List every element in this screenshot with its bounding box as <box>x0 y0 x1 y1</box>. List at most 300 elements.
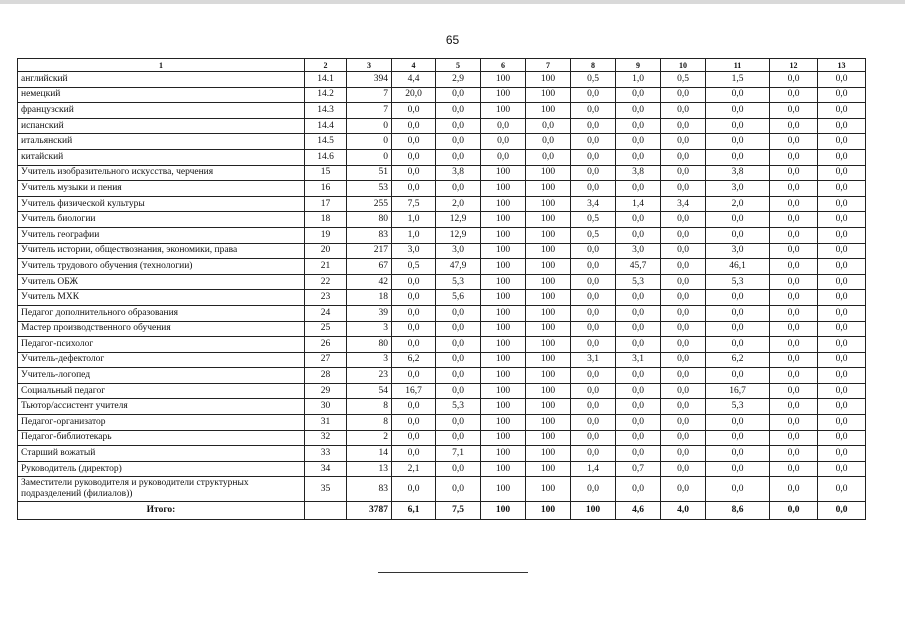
value-cell: 0,5 <box>661 72 706 88</box>
table-row <box>18 149 866 165</box>
value-cell: 100 <box>481 446 526 462</box>
value-cell: 0,0 <box>770 383 818 399</box>
row-label: Тьютор/ассистент учителя <box>18 399 305 415</box>
row-code: 28 <box>305 368 347 384</box>
value-cell: 0,0 <box>770 430 818 446</box>
value-cell: 100 <box>481 352 526 368</box>
row-label: Учитель-дефектолог <box>18 352 305 368</box>
value-cell: 100 <box>481 430 526 446</box>
value-cell: 0,0 <box>770 352 818 368</box>
value-cell: 0,0 <box>571 383 616 399</box>
table-row <box>18 461 866 477</box>
value-cell: 0,0 <box>818 290 866 306</box>
value-cell: 0,0 <box>661 87 706 103</box>
value-cell: 0,0 <box>436 181 481 197</box>
value-cell: 3,8 <box>706 165 770 181</box>
value-cell: 0,0 <box>706 430 770 446</box>
value-cell: 0,0 <box>436 477 481 502</box>
row-count: 51 <box>347 165 392 181</box>
value-cell: 0,7 <box>616 461 661 477</box>
column-header-10: 10 <box>661 59 706 72</box>
value-cell: 20,0 <box>392 87 436 103</box>
table-row <box>18 352 866 368</box>
value-cell: 0,0 <box>706 87 770 103</box>
column-header-1: 1 <box>18 59 305 72</box>
value-cell: 0,0 <box>571 87 616 103</box>
column-header-7: 7 <box>526 59 571 72</box>
value-cell: 3,1 <box>616 352 661 368</box>
table-row <box>18 399 866 415</box>
value-cell: 100 <box>481 305 526 321</box>
value-cell: 0,0 <box>571 415 616 431</box>
value-cell: 100 <box>526 415 571 431</box>
value-cell: 0,0 <box>818 477 866 502</box>
row-count: 13 <box>347 461 392 477</box>
row-code: 14.6 <box>305 149 347 165</box>
row-count: 8 <box>347 415 392 431</box>
value-cell: 0,0 <box>392 118 436 134</box>
value-cell: 5,3 <box>706 274 770 290</box>
row-count: 255 <box>347 196 392 212</box>
row-code: 14.1 <box>305 72 347 88</box>
page-number: 65 <box>445 33 460 47</box>
value-cell: 46,1 <box>706 259 770 275</box>
value-cell: 100 <box>481 103 526 119</box>
value-cell: 0,0 <box>616 399 661 415</box>
table-row <box>18 212 866 228</box>
column-header-2: 2 <box>305 59 347 72</box>
value-cell: 0,0 <box>706 134 770 150</box>
row-count: 83 <box>347 227 392 243</box>
value-cell: 0,0 <box>661 337 706 353</box>
value-cell: 0,0 <box>392 149 436 165</box>
value-cell: 100 <box>481 477 526 502</box>
value-cell: 12,9 <box>436 227 481 243</box>
value-cell: 0,0 <box>661 149 706 165</box>
value-cell: 0,0 <box>770 243 818 259</box>
row-code: 23 <box>305 290 347 306</box>
value-cell: 100 <box>481 415 526 431</box>
column-header-5: 5 <box>436 59 481 72</box>
value-cell: 0,0 <box>436 305 481 321</box>
value-cell: 0,0 <box>661 368 706 384</box>
value-cell: 5,6 <box>436 290 481 306</box>
value-cell: 0,0 <box>392 290 436 306</box>
value-cell: 0,0 <box>770 259 818 275</box>
value-cell: 0,0 <box>616 149 661 165</box>
table-row <box>18 259 866 275</box>
row-code: 24 <box>305 305 347 321</box>
value-cell: 100 <box>526 321 571 337</box>
value-cell: 0,0 <box>392 399 436 415</box>
value-cell: 3,8 <box>436 165 481 181</box>
value-cell: 3,4 <box>571 196 616 212</box>
row-label: Заместители руководителя и руководители структурных подразделений (филиалов)) <box>18 477 305 502</box>
value-cell: 0,0 <box>818 243 866 259</box>
value-cell: 0,0 <box>392 274 436 290</box>
value-cell: 0,0 <box>770 87 818 103</box>
value-cell: 0,0 <box>392 477 436 502</box>
row-count: 3 <box>347 352 392 368</box>
row-code: 14.3 <box>305 103 347 119</box>
row-code: 29 <box>305 383 347 399</box>
table-row <box>18 118 866 134</box>
value-cell: 100 <box>481 196 526 212</box>
row-code: 32 <box>305 430 347 446</box>
value-cell: 1,4 <box>571 461 616 477</box>
value-cell: 0,0 <box>770 181 818 197</box>
value-cell: 0,0 <box>661 274 706 290</box>
row-code: 15 <box>305 165 347 181</box>
value-cell: 0,0 <box>770 165 818 181</box>
value-cell: 0,0 <box>571 477 616 502</box>
value-cell: 0,0 <box>706 477 770 502</box>
table-row <box>18 321 866 337</box>
value-cell: 0,0 <box>770 502 818 520</box>
value-cell: 0,0 <box>616 118 661 134</box>
value-cell: 3,0 <box>616 243 661 259</box>
value-cell: 100 <box>526 212 571 228</box>
value-cell: 4,4 <box>392 72 436 88</box>
row-count: 83 <box>347 477 392 502</box>
value-cell: 0,0 <box>818 321 866 337</box>
value-cell: 4,0 <box>661 502 706 520</box>
value-cell: 0,0 <box>616 227 661 243</box>
row-code: 33 <box>305 446 347 462</box>
row-code <box>305 502 347 520</box>
row-code: 16 <box>305 181 347 197</box>
value-cell: 0,0 <box>436 149 481 165</box>
row-label: Итого: <box>18 502 305 520</box>
value-cell: 1,0 <box>392 212 436 228</box>
row-label: Учитель истории, обществознания, экономики, права <box>18 243 305 259</box>
value-cell: 0,0 <box>770 134 818 150</box>
value-cell: 0,0 <box>706 321 770 337</box>
value-cell: 0,0 <box>571 259 616 275</box>
value-cell: 0,5 <box>571 72 616 88</box>
value-cell: 0,0 <box>661 461 706 477</box>
value-cell: 0,0 <box>661 118 706 134</box>
table-row <box>18 165 866 181</box>
value-cell: 0,0 <box>818 352 866 368</box>
value-cell: 0,0 <box>770 399 818 415</box>
value-cell: 0,0 <box>818 305 866 321</box>
row-label: Учитель трудового обучения (технологии) <box>18 259 305 275</box>
value-cell: 0,0 <box>571 368 616 384</box>
value-cell: 3,1 <box>571 352 616 368</box>
value-cell: 100 <box>481 461 526 477</box>
table-body <box>18 72 866 520</box>
value-cell: 2,0 <box>706 196 770 212</box>
table-row <box>18 103 866 119</box>
row-count: 3 <box>347 321 392 337</box>
value-cell: 0,0 <box>818 383 866 399</box>
row-label: Мастер производственного обучения <box>18 321 305 337</box>
value-cell: 0,0 <box>818 227 866 243</box>
value-cell: 0,0 <box>436 87 481 103</box>
value-cell: 100 <box>481 227 526 243</box>
value-cell: 1,0 <box>616 72 661 88</box>
value-cell: 0,0 <box>661 352 706 368</box>
value-cell: 0,0 <box>392 337 436 353</box>
value-cell: 2,9 <box>436 72 481 88</box>
value-cell: 0,0 <box>770 274 818 290</box>
table-row <box>18 274 866 290</box>
value-cell: 100 <box>481 165 526 181</box>
row-label: Педагог-библиотекарь <box>18 430 305 446</box>
value-cell: 0,0 <box>770 227 818 243</box>
value-cell: 5,3 <box>706 399 770 415</box>
value-cell: 0,0 <box>616 430 661 446</box>
row-label: Учитель МХК <box>18 290 305 306</box>
value-cell: 0,0 <box>770 72 818 88</box>
row-label: итальянский <box>18 134 305 150</box>
value-cell: 0,0 <box>770 118 818 134</box>
table-row <box>18 305 866 321</box>
value-cell: 100 <box>481 399 526 415</box>
value-cell: 0,0 <box>526 134 571 150</box>
value-cell: 0,0 <box>818 502 866 520</box>
row-label: китайский <box>18 149 305 165</box>
value-cell: 0,0 <box>571 337 616 353</box>
value-cell: 0,0 <box>392 321 436 337</box>
value-cell: 5,3 <box>616 274 661 290</box>
row-code: 34 <box>305 461 347 477</box>
value-cell: 0,0 <box>481 118 526 134</box>
value-cell: 0,0 <box>571 446 616 462</box>
table-row <box>18 227 866 243</box>
value-cell: 0,0 <box>770 446 818 462</box>
value-cell: 0,0 <box>571 305 616 321</box>
value-cell: 0,0 <box>616 321 661 337</box>
table-row <box>18 72 866 88</box>
value-cell: 0,0 <box>770 368 818 384</box>
table-row <box>18 383 866 399</box>
value-cell: 0,0 <box>436 134 481 150</box>
value-cell: 0,0 <box>706 149 770 165</box>
row-code: 14.2 <box>305 87 347 103</box>
value-cell: 0,0 <box>571 103 616 119</box>
row-count: 7 <box>347 103 392 119</box>
value-cell: 0,0 <box>571 243 616 259</box>
value-cell: 0,0 <box>770 337 818 353</box>
table-row <box>18 446 866 462</box>
value-cell: 7,5 <box>436 502 481 520</box>
row-count: 80 <box>347 337 392 353</box>
value-cell: 3,0 <box>706 243 770 259</box>
value-cell: 0,0 <box>770 149 818 165</box>
value-cell: 100 <box>526 477 571 502</box>
value-cell: 0,0 <box>661 259 706 275</box>
value-cell: 100 <box>481 368 526 384</box>
value-cell: 0,0 <box>616 87 661 103</box>
row-count: 18 <box>347 290 392 306</box>
value-cell: 100 <box>526 305 571 321</box>
value-cell: 6,1 <box>392 502 436 520</box>
value-cell: 45,7 <box>616 259 661 275</box>
value-cell: 0,0 <box>818 399 866 415</box>
row-code: 18 <box>305 212 347 228</box>
value-cell: 0,0 <box>818 274 866 290</box>
row-count: 217 <box>347 243 392 259</box>
row-count: 39 <box>347 305 392 321</box>
value-cell: 0,0 <box>818 461 866 477</box>
table-row <box>18 243 866 259</box>
value-cell: 0,0 <box>392 415 436 431</box>
value-cell: 0,0 <box>436 321 481 337</box>
value-cell: 0,0 <box>571 118 616 134</box>
value-cell: 0,0 <box>616 337 661 353</box>
value-cell: 0,0 <box>818 165 866 181</box>
row-code: 30 <box>305 399 347 415</box>
value-cell: 0,0 <box>661 227 706 243</box>
value-cell: 0,0 <box>392 368 436 384</box>
value-cell: 0,0 <box>770 212 818 228</box>
row-label: Руководитель (директор) <box>18 461 305 477</box>
value-cell: 0,0 <box>392 134 436 150</box>
value-cell: 0,0 <box>436 461 481 477</box>
value-cell: 1,5 <box>706 72 770 88</box>
value-cell: 100 <box>526 243 571 259</box>
value-cell: 100 <box>526 290 571 306</box>
value-cell: 5,3 <box>436 274 481 290</box>
value-cell: 0,0 <box>616 477 661 502</box>
value-cell: 0,0 <box>818 337 866 353</box>
table-row <box>18 368 866 384</box>
value-cell: 0,0 <box>571 430 616 446</box>
value-cell: 0,0 <box>770 321 818 337</box>
table-row <box>18 337 866 353</box>
value-cell: 0,0 <box>571 274 616 290</box>
value-cell: 100 <box>481 337 526 353</box>
value-cell: 0,0 <box>392 103 436 119</box>
value-cell: 0,0 <box>436 415 481 431</box>
value-cell: 100 <box>481 259 526 275</box>
value-cell: 0,0 <box>706 461 770 477</box>
value-cell: 0,0 <box>818 368 866 384</box>
column-header-9: 9 <box>616 59 661 72</box>
row-count: 80 <box>347 212 392 228</box>
row-count: 14 <box>347 446 392 462</box>
row-label: английский <box>18 72 305 88</box>
row-label: Учитель ОБЖ <box>18 274 305 290</box>
row-label: Учитель биологии <box>18 212 305 228</box>
table-row <box>18 134 866 150</box>
value-cell: 1,0 <box>392 227 436 243</box>
value-cell: 100 <box>526 399 571 415</box>
value-cell: 0,0 <box>818 149 866 165</box>
value-cell: 0,0 <box>436 352 481 368</box>
value-cell: 100 <box>526 181 571 197</box>
column-header-8: 8 <box>571 59 616 72</box>
row-label: Учитель-логопед <box>18 368 305 384</box>
value-cell: 0,0 <box>392 181 436 197</box>
value-cell: 100 <box>481 321 526 337</box>
value-cell: 3,0 <box>706 181 770 197</box>
value-cell: 0,0 <box>770 461 818 477</box>
value-cell: 0,0 <box>526 118 571 134</box>
statistics-table <box>17 58 866 520</box>
value-cell: 100 <box>481 87 526 103</box>
value-cell: 0,0 <box>571 134 616 150</box>
row-count: 394 <box>347 72 392 88</box>
value-cell: 0,0 <box>392 165 436 181</box>
row-code: 19 <box>305 227 347 243</box>
column-header-13: 13 <box>818 59 866 72</box>
value-cell: 0,0 <box>661 399 706 415</box>
row-label: Учитель физической культуры <box>18 196 305 212</box>
table-row <box>18 87 866 103</box>
column-header-6: 6 <box>481 59 526 72</box>
value-cell: 100 <box>481 212 526 228</box>
value-cell: 100 <box>526 461 571 477</box>
value-cell: 100 <box>526 72 571 88</box>
value-cell: 0,0 <box>818 212 866 228</box>
footnote-rule <box>378 572 528 573</box>
value-cell: 0,0 <box>571 165 616 181</box>
value-cell: 2,0 <box>436 196 481 212</box>
value-cell: 100 <box>526 383 571 399</box>
value-cell: 100 <box>481 502 526 520</box>
row-count: 23 <box>347 368 392 384</box>
value-cell: 0,0 <box>706 337 770 353</box>
value-cell: 100 <box>526 259 571 275</box>
value-cell: 100 <box>526 368 571 384</box>
row-count: 3787 <box>347 502 392 520</box>
value-cell: 0,0 <box>616 290 661 306</box>
value-cell: 100 <box>526 274 571 290</box>
value-cell: 100 <box>526 227 571 243</box>
value-cell: 6,2 <box>706 352 770 368</box>
value-cell: 100 <box>481 274 526 290</box>
row-count: 67 <box>347 259 392 275</box>
value-cell: 100 <box>526 430 571 446</box>
value-cell: 0,0 <box>770 290 818 306</box>
row-count: 2 <box>347 430 392 446</box>
value-cell: 0,0 <box>481 149 526 165</box>
value-cell: 100 <box>481 243 526 259</box>
row-label: Учитель музыки и пения <box>18 181 305 197</box>
column-header-12: 12 <box>770 59 818 72</box>
value-cell: 100 <box>481 383 526 399</box>
row-label: Педагог-организатор <box>18 415 305 431</box>
value-cell: 0,0 <box>706 305 770 321</box>
value-cell: 0,0 <box>706 212 770 228</box>
value-cell: 100 <box>481 181 526 197</box>
table-row <box>18 430 866 446</box>
value-cell: 0,0 <box>616 305 661 321</box>
value-cell: 100 <box>481 290 526 306</box>
row-label: Старший вожатый <box>18 446 305 462</box>
value-cell: 2,1 <box>392 461 436 477</box>
value-cell: 0,0 <box>392 305 436 321</box>
value-cell: 0,0 <box>818 446 866 462</box>
value-cell: 100 <box>526 196 571 212</box>
value-cell: 0,0 <box>616 383 661 399</box>
row-code: 17 <box>305 196 347 212</box>
column-header-4: 4 <box>392 59 436 72</box>
value-cell: 0,0 <box>661 446 706 462</box>
value-cell: 0,0 <box>526 149 571 165</box>
value-cell: 0,0 <box>706 446 770 462</box>
value-cell: 0,0 <box>392 446 436 462</box>
row-label: немецкий <box>18 87 305 103</box>
value-cell: 100 <box>526 103 571 119</box>
value-cell: 100 <box>481 72 526 88</box>
value-cell: 0,0 <box>571 149 616 165</box>
row-count: 0 <box>347 149 392 165</box>
value-cell: 0,0 <box>706 103 770 119</box>
